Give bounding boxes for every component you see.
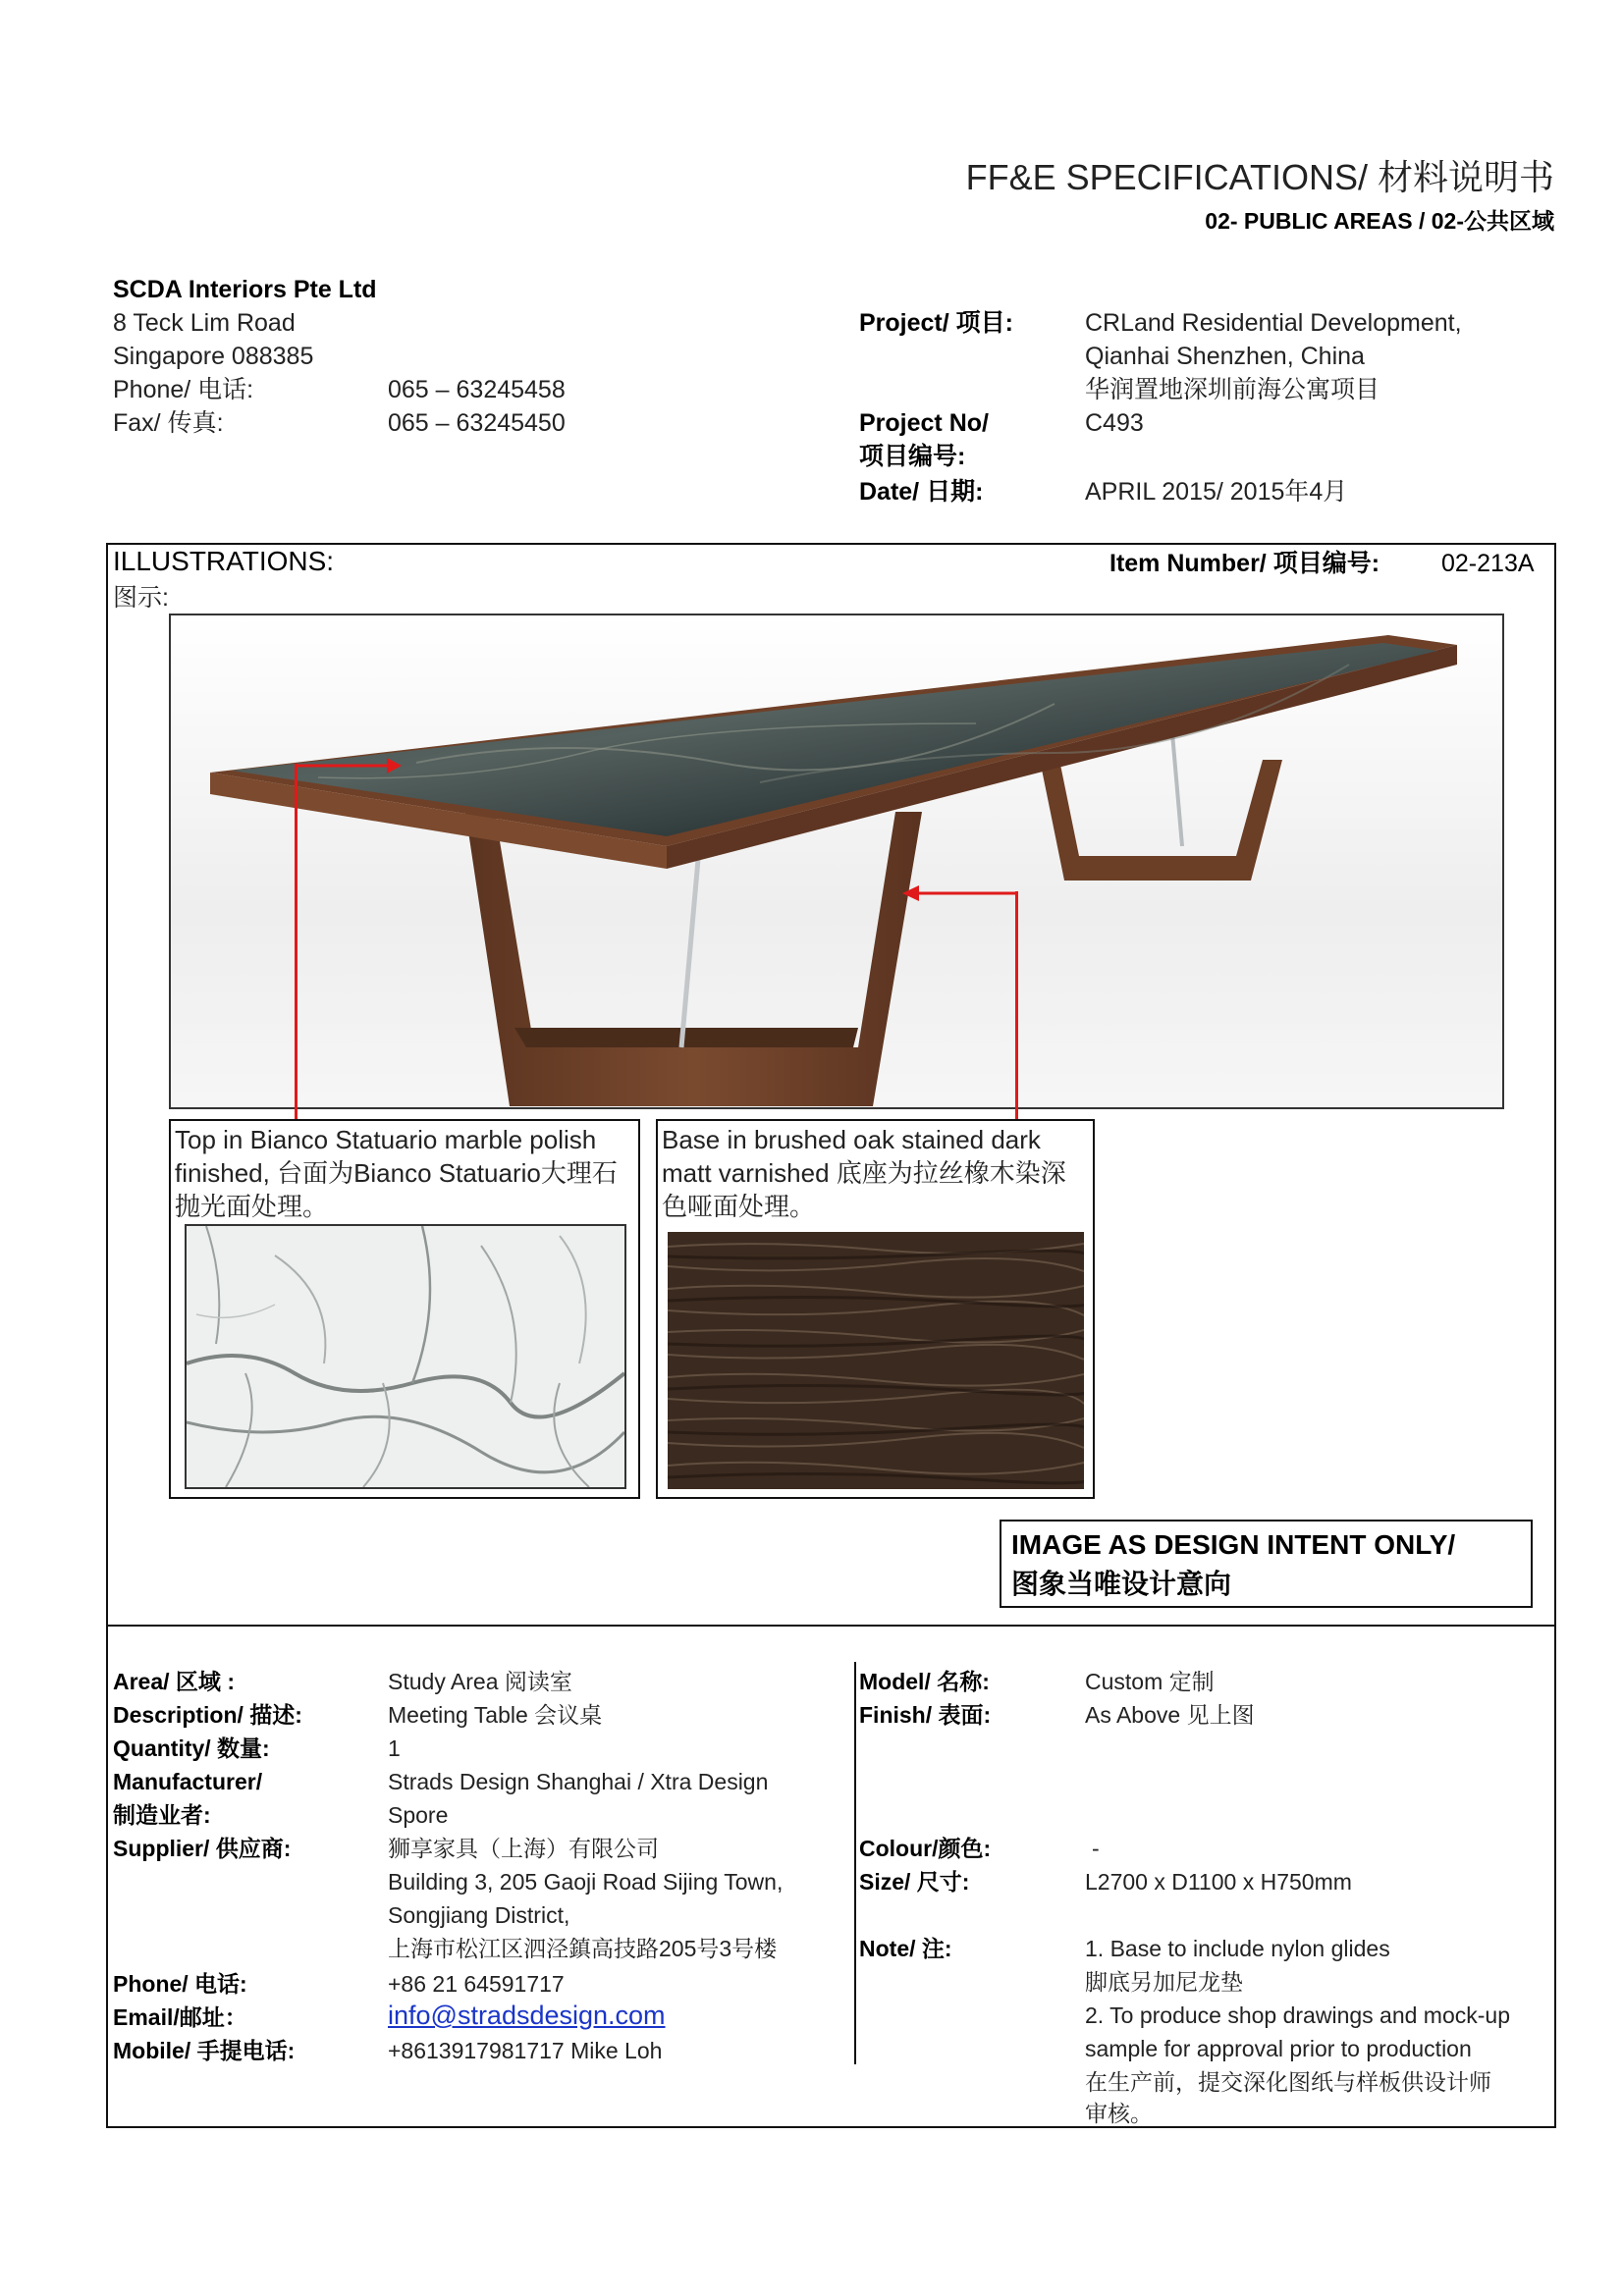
note-line-6: 审核。 xyxy=(1085,2101,1153,2126)
company-fax-label: Fax/ 传真: xyxy=(113,409,224,437)
project-line-1: CRLand Residential Development, xyxy=(1085,309,1462,337)
illustrations-label-cn: 图示: xyxy=(113,584,169,612)
project-number-label-cn: 项目编号: xyxy=(859,443,966,470)
quantity-label: Quantity/ 数量: xyxy=(113,1735,270,1761)
supplier-line-3: Songjiang District, xyxy=(388,1902,570,1928)
company-name: SCDA Interiors Pte Ltd xyxy=(113,276,377,303)
supplier-line-1: 狮享家具（上海）有限公司 xyxy=(388,1836,659,1861)
company-address-line1: 8 Teck Lim Road xyxy=(113,309,296,337)
note-line-3: 2. To produce shop drawings and mock-up xyxy=(1085,2002,1511,2028)
manufacturer-value-line2: Spore xyxy=(388,1802,449,1828)
illustrations-label: ILLUSTRATIONS: xyxy=(113,546,335,576)
project-line-2: Qianhai Shenzhen, China xyxy=(1085,343,1365,370)
mobile-value: +8613917981717 Mike Loh xyxy=(388,2038,663,2063)
area-value: Study Area 阅读室 xyxy=(388,1669,572,1694)
oak-swatch xyxy=(668,1232,1084,1489)
quantity-value: 1 xyxy=(388,1735,401,1761)
base-material-caption: Base in brushed oak stained dark matt varnished 底座为拉丝橡木染深色哑面处理。 xyxy=(662,1125,1066,1221)
company-fax: 065 – 63245450 xyxy=(388,409,566,437)
email-label: Email/邮址： xyxy=(113,2004,247,2030)
mobile-label: Mobile/ 手提电话: xyxy=(113,2038,296,2063)
note-line-2: 脚底另加尼龙垫 xyxy=(1085,1969,1243,1995)
supplier-line-4: 上海市松江区泗泾鎮高技路205号3号楼 xyxy=(388,1936,778,1961)
base-leader-line xyxy=(1015,891,1018,1119)
date-label: Date/ 日期: xyxy=(859,478,984,506)
design-intent-notice xyxy=(1000,1520,1533,1608)
table-render-image xyxy=(169,614,1504,1109)
project-number-label: Project No/ xyxy=(859,409,989,437)
supplier-phone-label: Phone/ 电话: xyxy=(113,1971,247,1997)
note-line-1: 1. Base to include nylon glides xyxy=(1085,1936,1390,1961)
supplier-phone: +86 21 64591717 xyxy=(388,1971,565,1997)
email-link[interactable]: info@stradsdesign.com xyxy=(388,2001,666,2030)
top-material-caption: Top in Bianco Statuario marble polish finished, 台面为Bianco Statuario大理石抛光面处理。 xyxy=(175,1125,618,1221)
company-address-line2: Singapore 088385 xyxy=(113,343,314,370)
details-column-divider xyxy=(854,1662,856,2064)
note-line-5: 在生产前，提交深化图纸与样板供设计师 xyxy=(1085,2069,1491,2095)
company-phone: 065 – 63245458 xyxy=(388,376,566,403)
model-value: Custom 定制 xyxy=(1085,1669,1215,1694)
section-divider xyxy=(106,1625,1556,1627)
manufacturer-value-line1: Strads Design Shanghai / Xtra Design xyxy=(388,1769,769,1794)
size-label: Size/ 尺寸: xyxy=(859,1869,970,1895)
note-label: Note/ 注: xyxy=(859,1936,952,1961)
colour-value: - xyxy=(1092,1836,1100,1861)
marble-swatch xyxy=(185,1224,626,1489)
project-line-3: 华润置地深圳前海公寓项目 xyxy=(1085,376,1380,403)
item-number: 02-213A xyxy=(1441,550,1535,577)
design-intent-line2: 图象当唯设计意向 xyxy=(1011,1569,1232,1599)
document-subtitle: 02- PUBLIC AREAS / 02-公共区域 xyxy=(1205,208,1554,234)
manufacturer-label: Manufacturer/ xyxy=(113,1769,263,1794)
note-line-4: sample for approval prior to production xyxy=(1085,2036,1472,2061)
manufacturer-label-cn: 制造业者: xyxy=(113,1802,211,1828)
finish-label: Finish/ 表面: xyxy=(859,1702,992,1728)
area-label: Area/ 区域 : xyxy=(113,1669,235,1694)
model-label: Model/ 名称: xyxy=(859,1669,990,1694)
size-value: L2700 x D1100 x H750mm xyxy=(1085,1869,1352,1895)
project-label: Project/ 项目: xyxy=(859,309,1013,337)
document-title: FF&E SPECIFICATIONS/ 材料说明书 xyxy=(965,157,1554,197)
design-intent-line1: IMAGE AS DESIGN INTENT ONLY/ xyxy=(1011,1529,1456,1560)
description-label: Description/ 描述: xyxy=(113,1702,302,1728)
finish-value: As Above 见上图 xyxy=(1085,1702,1255,1728)
date-value: APRIL 2015/ 2015年4月 xyxy=(1085,478,1348,506)
supplier-label: Supplier/ 供应商: xyxy=(113,1836,292,1861)
colour-label: Colour/颜色: xyxy=(859,1836,992,1861)
description-value: Meeting Table 会议桌 xyxy=(388,1702,603,1728)
item-number-label: Item Number/ 项目编号: xyxy=(1109,550,1380,577)
company-phone-label: Phone/ 电话: xyxy=(113,376,254,403)
supplier-line-2: Building 3, 205 Gaoji Road Sijing Town, xyxy=(388,1869,784,1895)
top-leader-line xyxy=(295,764,298,1119)
project-number: C493 xyxy=(1085,409,1144,437)
